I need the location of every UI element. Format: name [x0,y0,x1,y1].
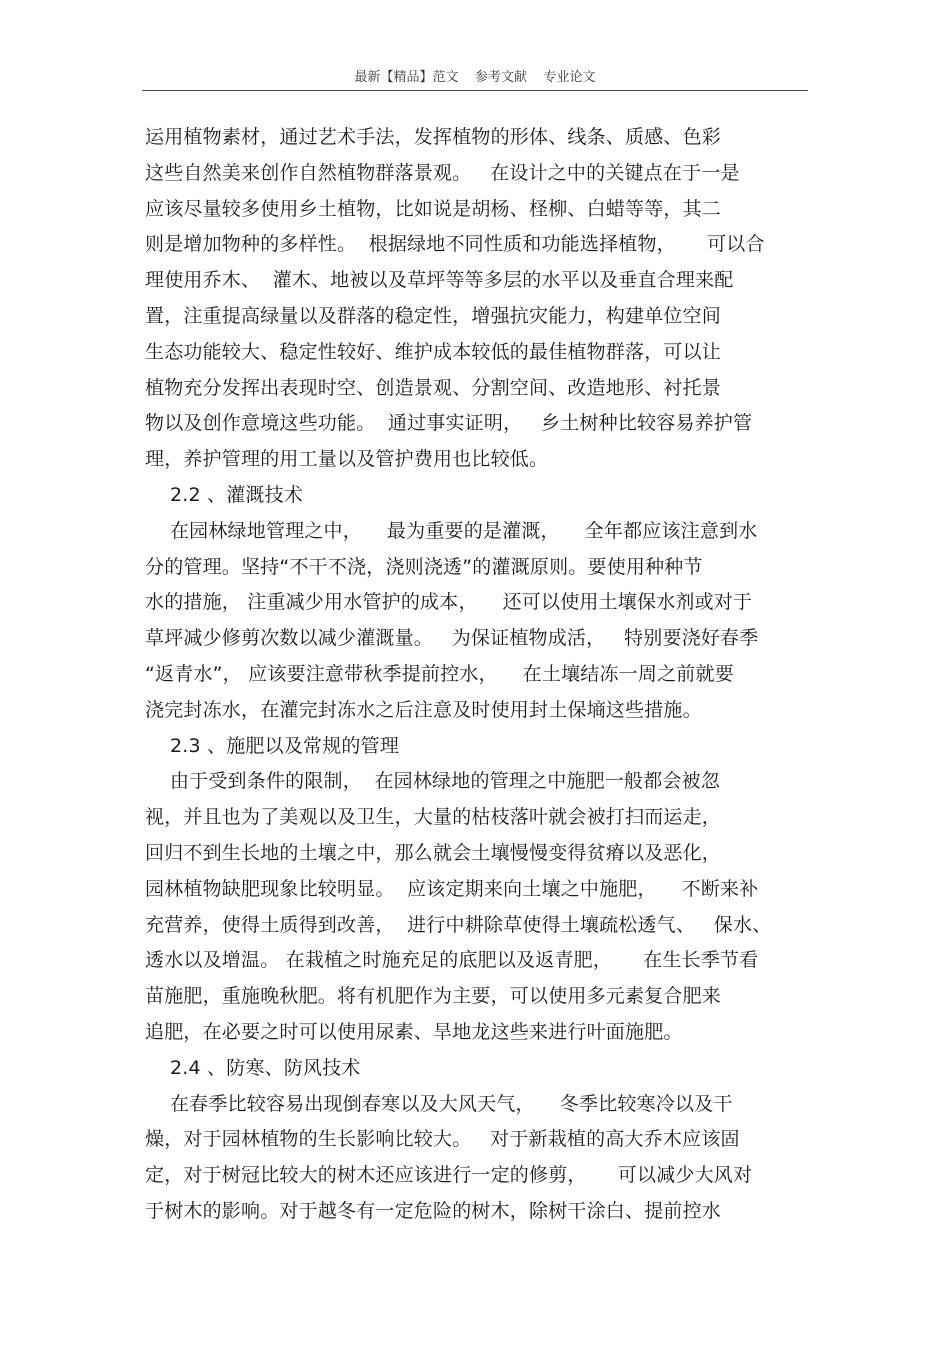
text-line: 视，并且也为了美观以及卫生，大量的枯枝落叶就会被打扫而运走， [145,806,722,829]
text-line: 由于受到条件的限制， 在园林绿地的管理之中施肥一般都会被忽 [145,770,721,793]
text-line: 燥，对于园林植物的生长影响比较大。 对于新栽植的高大乔木应该固 [145,1128,740,1151]
document-body [145,120,825,1230]
text-line: 浇完封冻水，在灌完封冻水之后注意及时使用封土保墒这些措施。 [145,698,702,721]
text-line: 定，对于树冠比较大的树木还应该进行一定的修剪， 可以减少大风对 [145,1164,753,1187]
text-line: “返青水”， 应该要注意带秋季提前控水， 在土壤结冻一周之前就要 [145,662,734,685]
text-line: 置，注重提高绿量以及群落的稳定性，增强抗灾能力，构建单位空间 [145,304,722,327]
text-line: 这些自然美来创作自然植物群落景观。 在设计之中的关键点在于一是 [145,161,740,184]
text-line: 在春季比较容易出现倒春寒以及大风天气， 冬季比较寒冷以及干 [145,1092,733,1115]
text-line: 充营养，使得土质得到改善， 进行中耕除草使得土壤疏松透气、 保水、 [145,913,772,936]
text-line: 透水以及增温。 在栽植之时施充足的底肥以及返青肥， 在生长季节看 [145,949,759,972]
text-line: 草坪减少修剪次数以减少灌溉量。 为保证植物成活， 特别要浇好春季 [145,627,759,650]
section-heading-2-2: 2.2 、灌溉技术 [145,483,304,506]
text-line: 物以及创作意境这些功能。 通过事实证明， 乡土树种比较容易养护管 [145,412,753,435]
text-line: 园林植物缺肥现象比较明显。 应该定期来向土壤之中施肥， 不断来补 [145,877,759,900]
text-line: 植物充分发挥出表现时空、创造景观、分割空间、改造地形、衬托景 [145,376,722,399]
text-line: 苗施肥，重施晚秋肥。将有机肥作为主要，可以使用多元素复合肥来 [145,985,722,1008]
text-line: 理，养护管理的用工量以及管护费用也比较低。 [145,448,549,471]
section-heading-2-3: 2.3 、施肥以及常规的管理 [145,734,400,757]
text-line: 运用植物素材，通过艺术手法，发挥植物的形体、线条、质感、色彩 [145,126,722,148]
text-line: 则是增加物种的多样性。 根据绿地不同性质和功能选择植物， 可以合 [145,233,765,256]
text-line: 回归不到生长地的土壤之中，那么就会土壤慢慢变得贫瘠以及恶化， [145,841,722,864]
page-header: 最新【精品】范文 参考文献 专业论文 [354,70,596,85]
text-line: 追肥，在必要之时可以使用尿素、旱地龙这些来进行叶面施肥。 [145,1020,683,1043]
text-line: 生态功能较大、稳定性较好、维护成本较低的最佳植物群落，可以让 [145,340,722,363]
text-line: 分的管理。坚持“不干不浇，浇则浇透”的灌溉原则。要使用种种节 [145,555,703,578]
text-line: 在园林绿地管理之中， 最为重要的是灌溉， 全年都应该注意到水 [145,519,758,542]
text-line: 理使用乔木、 灌木、地被以及草坪等等多层的水平以及垂直合理来配 [145,269,734,292]
section-heading-2-4: 2.4 、防寒、防风技术 [145,1056,361,1079]
text-line: 于树木的影响。对于越冬有一定危险的树木，除树干涂白、提前控水 [145,1199,722,1222]
header-divider [142,90,808,91]
text-line: 应该尽量较多使用乡土植物，比如说是胡杨、柽柳、白蜡等等，其二 [145,197,722,220]
text-line: 水的措施， 注重减少用水管护的成本， 还可以使用土壤保水剂或对于 [145,591,753,614]
